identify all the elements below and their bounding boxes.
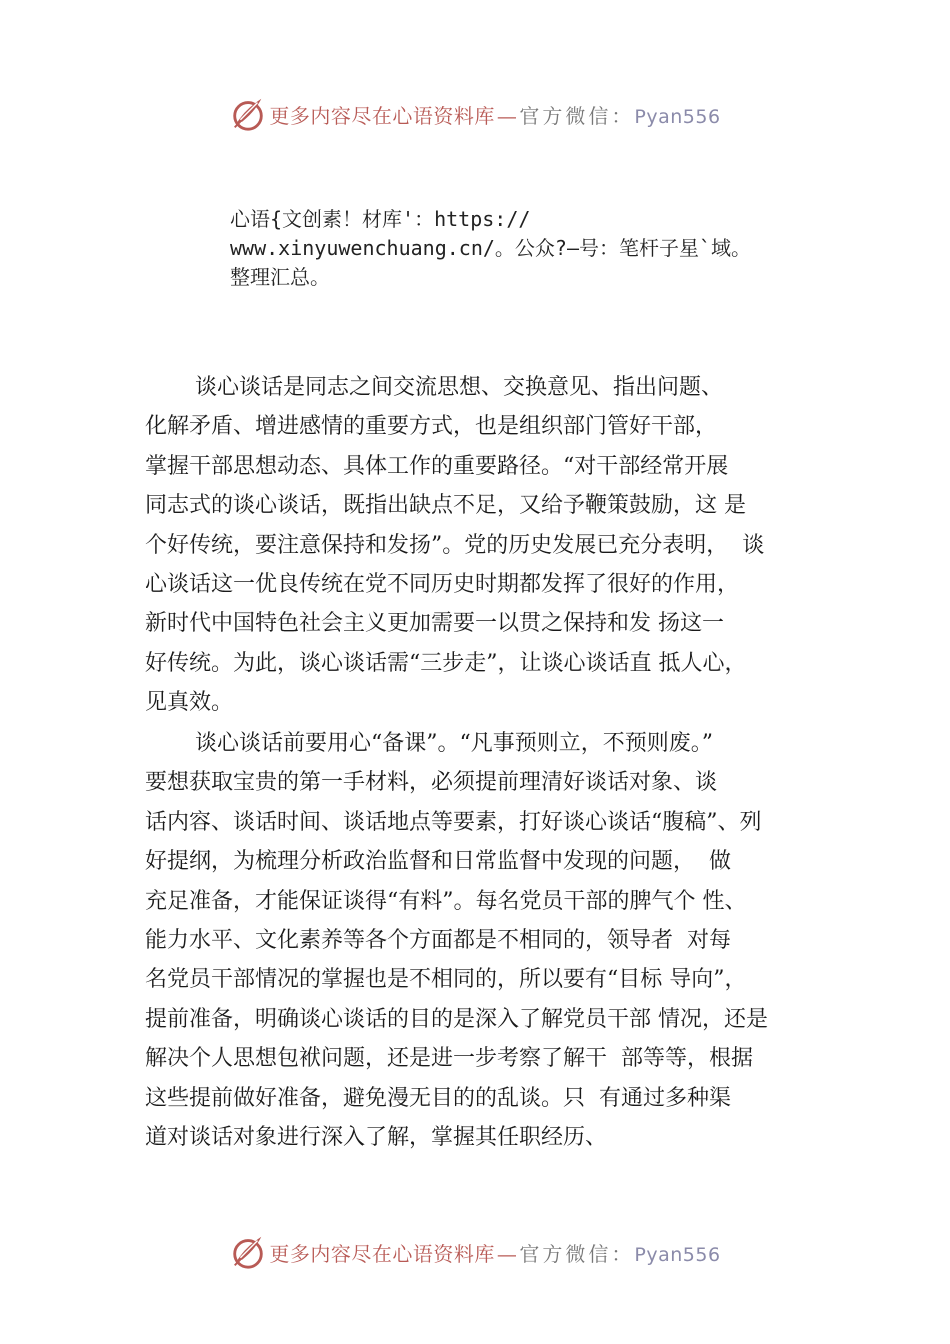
- text-line: 好提纲，为梳理分析政治监督和日常监督中发现的问题， 做: [145, 849, 731, 875]
- text-line: 见真效。: [145, 690, 234, 716]
- banner-official-label: 官方微信：: [519, 1241, 635, 1266]
- text-line: 心谈话这一优良传统在党不同历史时期都发挥了很好的作用，: [145, 571, 740, 597]
- text-line: 这些提前做好准备，避免漫无目的的乱谈。只 有通过多种渠: [145, 1085, 731, 1111]
- quill-pen-icon: [229, 95, 267, 133]
- footer-banner: [0, 1232, 950, 1272]
- text-line: 提前准备，明确谈心谈话的目的是深入了解党员干部 情况，还是: [145, 1006, 768, 1032]
- text-line: 道对谈话对象进行深入了解，掌握其任职经历、: [145, 1124, 608, 1150]
- quill-pen-icon: [229, 1233, 267, 1271]
- source-line: www.xinyuwenchuang.cn/。公众?—号：笔杆子星`域。: [230, 236, 752, 260]
- text-line: 能力水平、文化素养等各个方面都是不相同的，领导者 对每: [145, 927, 731, 953]
- header-banner: [0, 94, 950, 134]
- text-line: 充足准备，才能保证谈得“有料”。每名党员干部的脾气个 性、: [145, 888, 747, 914]
- banner-dash: —: [496, 1241, 518, 1266]
- source-line: 心语{文创素！材库'：https://: [230, 207, 531, 231]
- banner-text: [269, 1238, 720, 1267]
- banner-official-label: 官方微信：: [519, 103, 635, 128]
- banner-wechat-id: Pyan556: [634, 1243, 721, 1266]
- text-line: 化解矛盾、增进感情的重要方式，也是组织部门管好干部，: [145, 414, 718, 440]
- text-line: 谈心谈话是同志之间交流思想、交换意见、指出问题、: [195, 375, 724, 400]
- text-line: 谈心谈话前要用心“备课”。“凡事预则立，不预则废。”: [195, 731, 713, 756]
- text-line: 个好传统，要注意保持和发扬”。党的历史发展已充分表明， 谈: [145, 532, 765, 558]
- text-line: 新时代中国特色社会主义更加需要一以贯之保持和发 扬这一: [145, 611, 724, 637]
- text-line: 好传统。为此，谈心谈话需“三步走”，让谈心谈话直 抵人心，: [145, 650, 747, 676]
- banner-text: [269, 100, 720, 129]
- paragraph-1: [145, 368, 845, 723]
- source-line: 整理汇总。: [230, 265, 330, 289]
- banner-title: 更多内容尽在心语资料库: [269, 103, 495, 128]
- text-line: 名党员干部情况的掌握也是不相同的，所以要有“目标 导向”，: [145, 967, 747, 993]
- text-line: 解决个人思想包袱问题，还是进一步考察了解干 部等等，根据: [145, 1046, 753, 1072]
- text-line: 掌握干部思想动态、具体工作的重要路径。“对干部经常开展: [145, 453, 729, 479]
- text-line: 要想获取宝贵的第一手材料，必须提前理清好谈话对象、谈: [145, 770, 718, 796]
- banner-dash: —: [496, 103, 518, 128]
- source-note: [230, 205, 870, 292]
- text-line: 同志式的谈心谈话，既指出缺点不足，又给予鞭策鼓励，这 是: [145, 493, 746, 519]
- text-line: 话内容、谈话时间、谈话地点等要素，打好谈心谈话“腹稿”、列: [145, 809, 762, 835]
- banner-wechat-id: Pyan556: [634, 105, 721, 128]
- paragraph-2: [145, 724, 845, 1157]
- banner-title: 更多内容尽在心语资料库: [269, 1241, 495, 1266]
